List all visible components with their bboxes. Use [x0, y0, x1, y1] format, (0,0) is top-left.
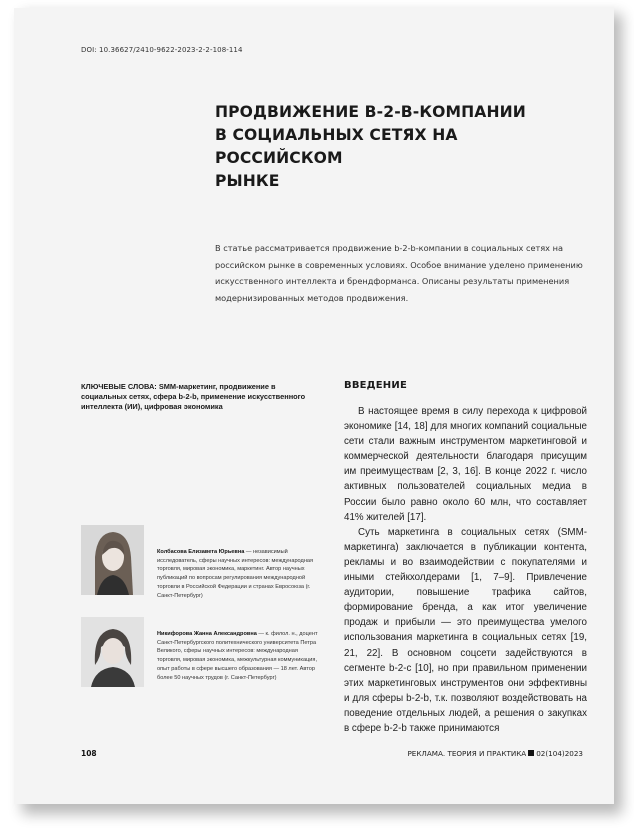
paragraph: В настоящее время в силу перехода к цифровой экономике [14, 18] для многих компаний социальные сети стали важным инструментом маркетинговой и коммерческой деятельности благодаря присущим им преимуществам [2, 3, 16]. В конце 2022 г. число активных пользователей социальных медиа в России было равно около 60 млн, что составляет 41% жителей [17]. — [344, 406, 587, 523]
title-line: ПРОДВИЖЕНИЕ B-2-B-КОМПАНИИ — [215, 103, 526, 121]
abstract: В статье рассматривается продвижение b-2-b-компании в социальных сетях на российском рынке в современных условиях. Особое внимание уделено применению искусственного интеллекта и брендформанса. Описаны результаты применения модернизированных методов продвижения. — [215, 243, 583, 303]
journal-page — [14, 8, 614, 804]
title-line: РЫНКЕ — [215, 172, 280, 190]
author-bio: — независимый исследователь, сферы научных интересов: международная торговля, мировая экономика, маркетинг. Автор научных публикаций по вопросам регулирования международной торговли в Российской Федерации и странах Евросоюза (г. Санкт-Петербург) — [157, 549, 314, 599]
author-photo — [81, 617, 144, 687]
journal-name: РЕКЛАМА. ТЕОРИЯ И ПРАКТИКА — [407, 749, 527, 758]
journal-footer — [407, 749, 583, 758]
author-bio: — к. филол. н., доцент Санкт-Петербургского политехнического университета Петра Великого, сферы научных интересов: международная торговля, мировая экономика, межкультурная коммуникация, опыт работы в сфере высшего образования — 18 лет. Автор более 50 научных трудов (г. Санкт-Петербург) — [157, 631, 318, 681]
journal-issue: 02(104)2023 — [536, 749, 583, 758]
keywords — [81, 382, 321, 412]
keywords-text: SMM-маркетинг, продвижение в социальных сетях, сфера b-2-b, применение искусственного интеллекта (ИИ), цифровая экономика — [81, 382, 306, 411]
article-title — [215, 101, 575, 193]
doi: DOI: 10.36627/2410-9622-2023-2-2-108-114 — [81, 46, 243, 54]
square-separator-icon — [528, 750, 534, 756]
author-name: Никифорова Жанна Александровна — [157, 631, 257, 637]
title-line: В СОЦИАЛЬНЫХ СЕТЯХ НА РОССИЙСКОМ — [215, 126, 458, 167]
section-heading: ВВЕДЕНИЕ — [344, 380, 407, 391]
page-number: 108 — [81, 749, 97, 758]
paragraph: Суть маркетинга в социальных сетях (SMM-маркетинга) заключается в публикации контента, рекламы и во взаимодействии с покупателями и иными стейкхолдерами [1, 7–9]. Привлечение аудитории, повышение трафика сайтов, формирование бренда, а как итог увеличение продаж и прибыли — это преимущества умелого использования маркетинга в социальных сетях [19, 21, 22]. В основном соцсети задействуются в сегменте b-2-c [10], но при правильном применении этих маркетинговых инструментов они эффективны и для сферы b-2-b, т.к. позволяют воздействовать на поведение отдельных людей, а решения о закупках в сфере b-2-b также принимаются — [344, 526, 587, 734]
author-name: Колбасова Елизавета Юрьевна — [157, 549, 245, 555]
keywords-label: КЛЮЧЕВЫЕ СЛОВА: — [81, 382, 157, 391]
author-info — [157, 630, 323, 682]
author-photo — [81, 525, 144, 595]
body-text — [344, 404, 587, 736]
author-info — [157, 548, 323, 600]
